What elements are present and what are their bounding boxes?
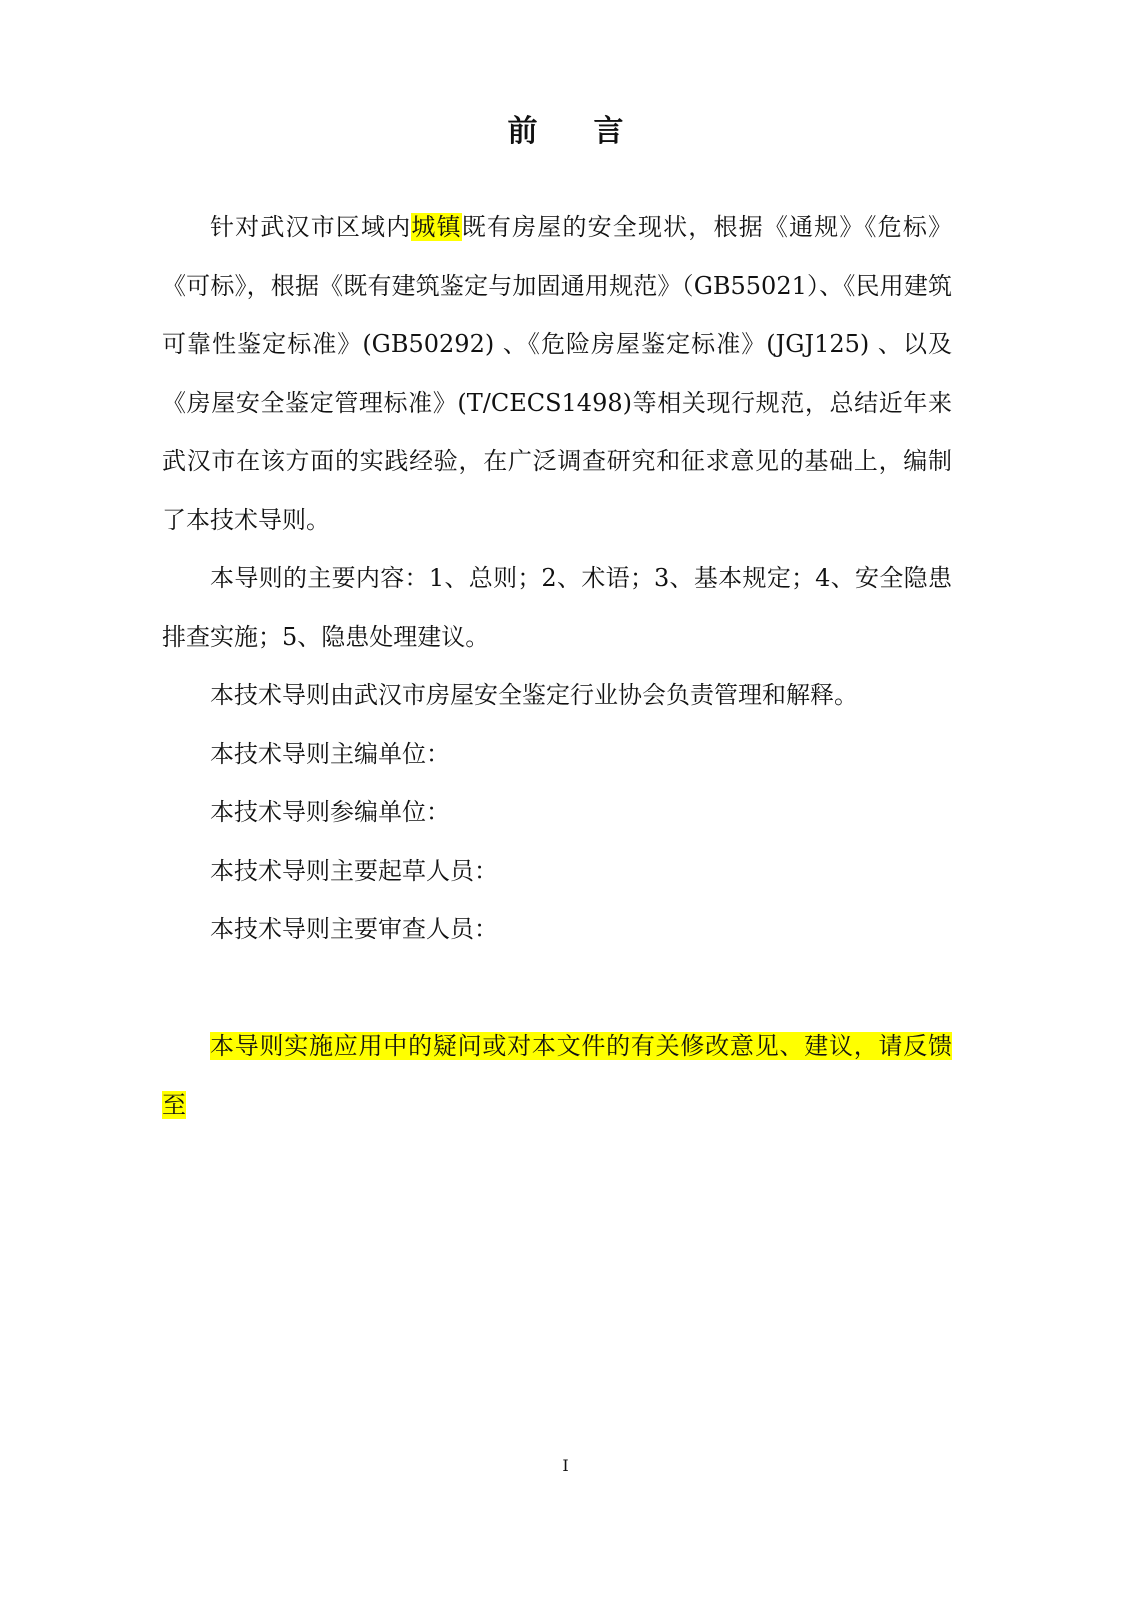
- paragraph-background: [162, 198, 952, 549]
- paragraph-text: 针对武汉市区域内: [210, 213, 412, 241]
- paragraph-contents: 本导则的主要内容：1、总则；2、术语；3、基本规定；4、安全隐患排查实施；5、隐患处理建议。: [162, 564, 952, 651]
- paragraph-participating-editor: 本技术导则参编单位：: [210, 798, 450, 826]
- paragraph-chief-editor: 本技术导则主编单位：: [210, 739, 450, 768]
- preface-body: [162, 198, 952, 1134]
- paragraph-feedback: [162, 1017, 952, 1134]
- title-char-2: 言: [593, 114, 624, 149]
- paragraph-drafters: 本技术导则主要起草人员：: [210, 856, 498, 885]
- highlighted-text: 本导则实施应用中的疑问或对本文件的有关修改意见、建议，请反馈至: [162, 1032, 952, 1119]
- title-char-1: 前: [507, 114, 538, 149]
- blank-line: [162, 959, 952, 1018]
- page-title: [0, 112, 1131, 152]
- page-number: I: [562, 1456, 569, 1475]
- paragraph-text: 既有房屋的安全现状，根据《通规》《危标》《可标》，根据《既有建筑鉴定与加固通用规范》（GB55021）、《民用建筑可靠性鉴定标准》(GB50292) 、《危险房屋鉴定标准》(JGJ125) 、以及《房屋安全鉴定管理标准》(T/CECS1498)等相关现行规范，总结近年来武汉市在该方面的实践经验，在广泛调查研究和征求意见的基础上，编制了本技术导则。: [162, 213, 953, 534]
- paragraph-reviewers: 本技术导则主要审查人员：: [210, 915, 498, 943]
- paragraph-management: 本技术导则由武汉市房屋安全鉴定行业协会负责管理和解释。: [210, 681, 858, 709]
- highlighted-text: 城镇: [411, 213, 462, 241]
